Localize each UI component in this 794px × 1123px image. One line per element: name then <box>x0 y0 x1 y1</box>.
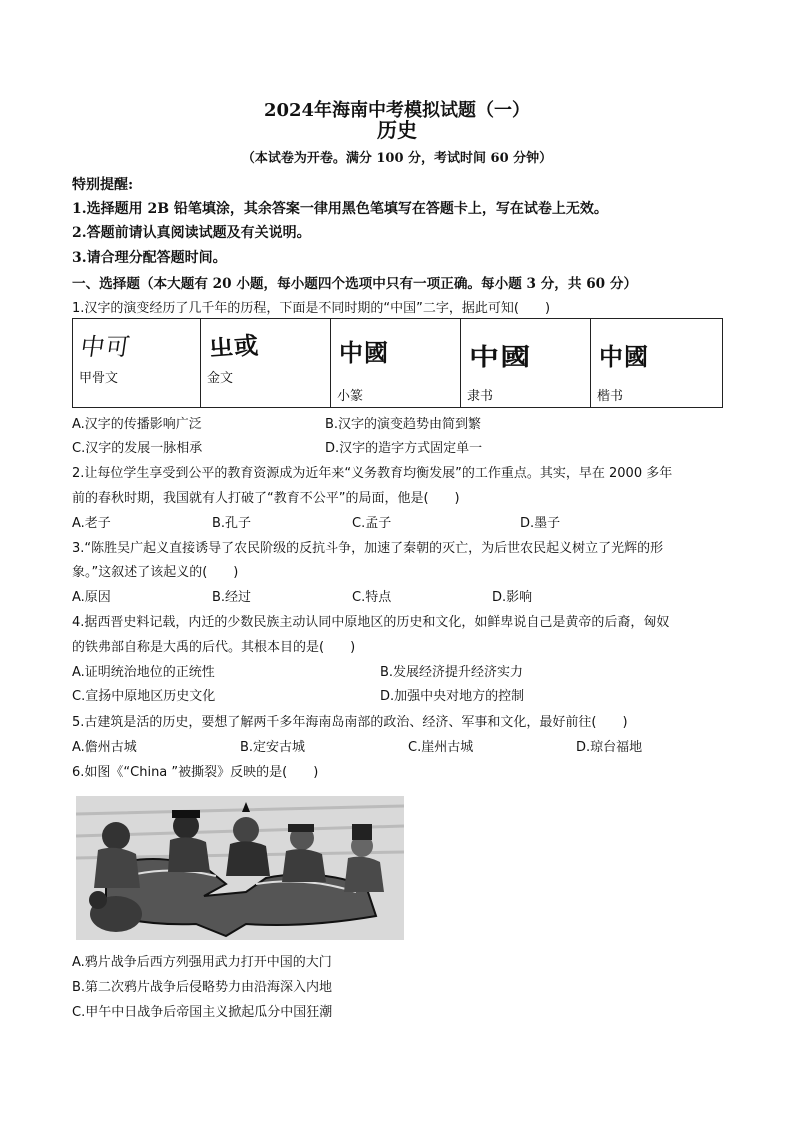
q2-option-d[interactable]: D.墨子 <box>520 516 561 531</box>
script-label-bronze: 金文 <box>207 371 234 386</box>
clerical-glyph: 中國 <box>469 342 532 371</box>
q5-stem: 5.古建筑是活的历史，要想了解两千多年海南岛南部的政治、经济、军事和文化，最好前往( ) <box>72 715 628 730</box>
script-label-clerical: 隶书 <box>467 389 494 404</box>
q4-stem-line-2: 的铁弗部自称是大禹的后代。其根本目的是( ) <box>72 640 356 655</box>
q5-option-a[interactable]: A.儋州古城 <box>72 740 137 755</box>
script-evolution-table <box>72 318 723 408</box>
q1-option-a[interactable]: A.汉字的传播影响广泛 <box>72 417 202 432</box>
q2-stem-line-1: 2.让每位学生享受到公平的教育资源成为近年来“义务教育均衡发展”的工作重点。其实，早在 2000 多年 <box>72 466 673 481</box>
q3-stem-line-1: 3.“陈胜吴广起义直接诱导了农民阶级的反抗斗争，加速了秦朝的灭亡，为后世农民起义树立了光辉的形 <box>72 541 664 556</box>
script-cell-clerical <box>461 319 591 408</box>
q6-stem: 6.如图《“China ”被撕裂》反映的是( ) <box>72 765 319 780</box>
q1-stem: 1.汉字的演变经历了几千年的历程，下面是不同时期的“中国”二字，据此可知( ) <box>72 301 551 316</box>
q3-option-d[interactable]: D.影响 <box>492 590 533 605</box>
seal-glyph: 中國 <box>339 338 389 367</box>
script-label-seal: 小篆 <box>337 389 364 404</box>
reminder-item-2: 2.答题前请认真阅读试题及有关说明。 <box>72 225 311 241</box>
q3-option-c[interactable]: C.特点 <box>352 590 392 605</box>
q4-option-d[interactable]: D.加强中央对地方的控制 <box>380 689 525 704</box>
q4-stem-line-1: 4.据西晋史料记载，内迁的少数民族主动认同中原地区的历史和文化，如鲜卑说自己是黄帝的后裔，匈奴 <box>72 615 670 630</box>
q5-option-b[interactable]: B.定安古城 <box>240 740 306 755</box>
script-cell-oracle <box>73 319 201 408</box>
q6-option-c[interactable]: C.甲午中日战争后帝国主义掀起瓜分中国狂潮 <box>72 1005 333 1020</box>
script-label-oracle: 甲骨文 <box>79 371 119 386</box>
q5-option-d[interactable]: D.琼台福地 <box>576 740 643 755</box>
q1-option-d[interactable]: D.汉字的造字方式固定单一 <box>325 441 483 456</box>
q6-option-a[interactable]: A.鸦片战争后西方列强用武力打开中国的大门 <box>72 955 332 970</box>
q1-option-c[interactable]: C.汉字的发展一脉相承 <box>72 441 203 456</box>
q2-option-c[interactable]: C.孟子 <box>352 516 392 531</box>
q3-option-a[interactable]: A.原因 <box>72 590 111 605</box>
q3-stem-line-2: 象。”这叙述了该起义的( ) <box>72 565 239 580</box>
script-cell-regular <box>591 319 723 408</box>
exam-note: （本试卷为开卷。满分 100 分，考试时间 60 分钟） <box>241 151 553 166</box>
regular-glyph: 中國 <box>599 342 649 371</box>
q6-option-b[interactable]: B.第二次鸦片战争后侵略势力由沿海深入内地 <box>72 980 333 995</box>
script-label-regular: 楷书 <box>597 389 624 404</box>
q2-option-a[interactable]: A.老子 <box>72 516 111 531</box>
q2-stem-line-2: 前的春秋时期，我国就有人打破了“教育不公平”的局面，他是( ) <box>72 491 460 506</box>
script-cell-seal <box>331 319 461 408</box>
q5-option-c[interactable]: C.崖州古城 <box>408 740 474 755</box>
q4-option-a[interactable]: A.证明统治地位的正统性 <box>72 665 215 680</box>
reminder-item-1: 1.选择题用 2B 铅笔填涂，其余答案一律用黑色笔填写在答题卡上，写在试卷上无效。 <box>72 201 608 217</box>
q4-option-b[interactable]: B.发展经济提升经济实力 <box>380 665 524 680</box>
reminder-heading: 特别提醒: <box>72 177 134 193</box>
exam-title: 2024年海南中考模拟试题（一） <box>263 100 531 121</box>
oracle-bone-glyph: 中可 <box>78 333 133 361</box>
section-heading: 一、选择题（本大题有 20 小题，每小题四个选项中只有一项正确。每小题 3 分，共 60 分） <box>72 276 638 292</box>
q2-option-b[interactable]: B.孔子 <box>212 516 252 531</box>
bronze-glyph: 㞢或 <box>208 330 261 363</box>
china-torn-cartoon <box>76 796 404 940</box>
subject-title: 历史 <box>377 118 417 142</box>
q1-option-b[interactable]: B.汉字的演变趋势由简到繁 <box>325 417 482 432</box>
q4-option-c[interactable]: C.宣扬中原地区历史文化 <box>72 689 216 704</box>
reminder-item-3: 3.请合理分配答题时间。 <box>72 250 227 266</box>
script-cell-bronze <box>201 319 331 408</box>
q3-option-b[interactable]: B.经过 <box>212 590 252 605</box>
